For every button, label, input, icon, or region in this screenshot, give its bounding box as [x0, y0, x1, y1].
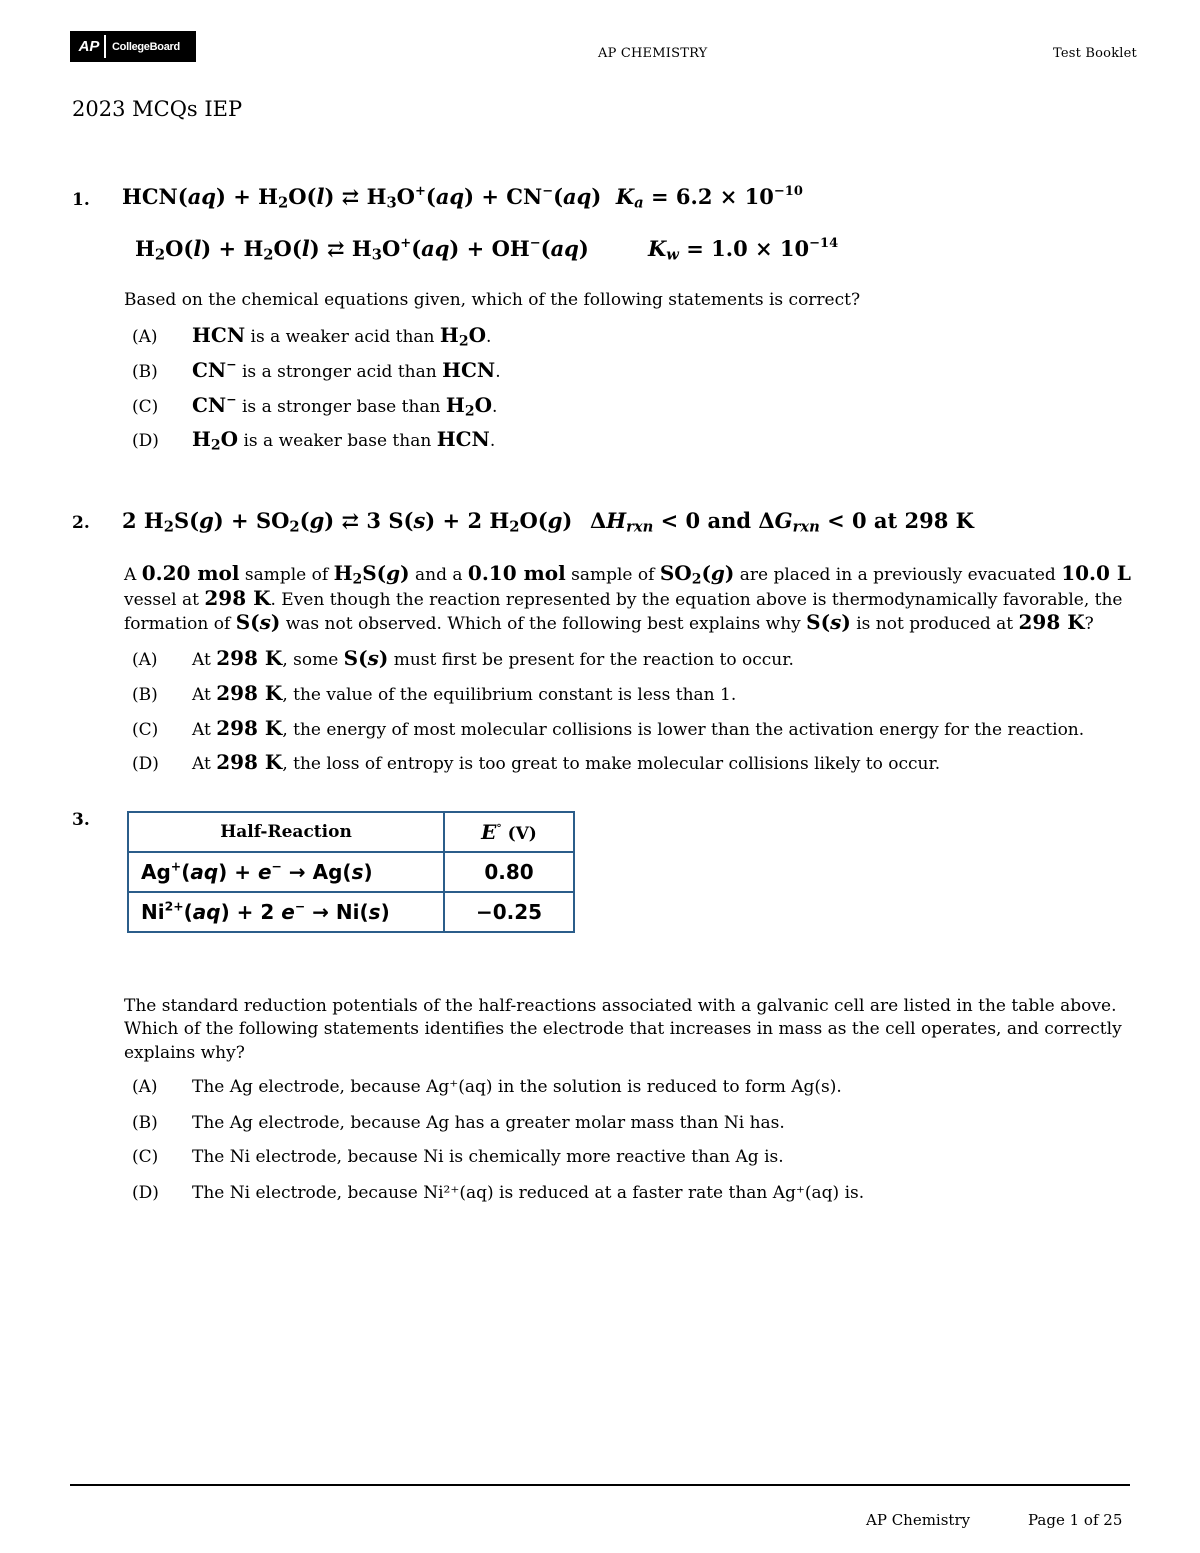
question-3-option-d[interactable]: (D) The Ni electrode, because Ni²⁺(aq) is reduced at a faster rate than Ag⁺(aq) is.	[132, 1183, 865, 1203]
ka-value: 6.2 × 10	[675, 184, 774, 209]
header-subject: AP CHEMISTRY	[598, 46, 708, 61]
ap-college-board-logo	[70, 31, 196, 62]
question-1-option-a[interactable]: (A) HCN is a weaker acid than $H_2O$.	[132, 323, 492, 350]
question-3-stem-line-2: Which of the following statements identifies the electrode that increases in mass as the cell operates, and correctly	[124, 1019, 1122, 1039]
question-2-stem-line-1: A 0.20 mol sample of $H_2S(g)$ and a 0.10 mol sample of $SO_2(g)$ are placed in a previously evacuated 10.0 L	[124, 561, 1131, 588]
potential-ag: 0.80	[444, 852, 574, 892]
question-3-option-a[interactable]: (A) The Ag electrode, because Ag⁺(aq) in the solution is reduced to form Ag(s).	[132, 1077, 842, 1097]
question-2-number: 2.	[72, 513, 90, 533]
half-reaction-table	[127, 811, 575, 933]
ka-exponent: −10	[773, 183, 803, 199]
logo-ap: AP	[74, 35, 106, 58]
question-3-option-b[interactable]: (B) The Ag electrode, because Ag has a greater molar mass than Ni has.	[132, 1113, 785, 1133]
header-booklet: Test Booklet	[1053, 46, 1137, 61]
question-3-stem-line-3: explains why?	[124, 1043, 245, 1063]
question-2-option-d[interactable]: (D) At 298 K, the loss of entropy is too great to make molecular collisions likely to occur.	[132, 750, 941, 774]
question-2-option-b[interactable]: (B) At 298 K, the value of the equilibrium constant is less than 1.	[132, 681, 737, 705]
question-1-stem: Based on the chemical equations given, which of the following statements is correct?	[124, 290, 861, 310]
half-reaction-ni: $Ni^{2+}(aq) + 2$ e− → Ni(s)	[128, 892, 444, 932]
question-2-conditions: $\Delta H_{rxn} < 0$ and $\Delta G_{rxn} < 0$ at 298 K	[590, 508, 974, 536]
question-1-option-b[interactable]: (B) CN− is a stronger acid than HCN.	[132, 356, 501, 382]
question-1-number: 1.	[72, 190, 90, 210]
question-3-option-c[interactable]: (C) The Ni electrode, because Ni is chemically more reactive than Ag is.	[132, 1147, 784, 1167]
question-2-equation: 2 $H_2S(g) + SO_2(g)$ ⇄ 3 S(s) + 2 $H_2O(g)$	[122, 508, 573, 536]
page-title: 2023 MCQs IEP	[72, 97, 243, 121]
footer-page-number: Page 1 of 25	[1028, 1511, 1123, 1529]
question-1-equation-2: $H_2O(l) + H_2O(l)$ ⇄ $H_3O^+(aq) + OH^-(aq)$	[135, 235, 589, 264]
kw-exponent: −14	[809, 235, 839, 251]
footer-divider	[70, 1484, 1130, 1486]
question-1-option-c[interactable]: (C) CN− is a stronger base than $H_2O$.	[132, 391, 498, 420]
question-1-equation-1: $HCN(aq) + H_2O(l)$ ⇄ $H_3O^+(aq) + CN^-(aq) K_a = 6.2 \times 10^{-10}$	[122, 183, 803, 212]
footer-subject: AP Chemistry	[866, 1511, 971, 1529]
question-3-number: 3.	[72, 810, 90, 830]
half-reaction-ag: Ag+(aq) + e− → Ag(s)	[128, 852, 444, 892]
question-3-stem-line-1: The standard reduction potentials of the half-reactions associated with a galvanic cell are listed in the table above.	[124, 996, 1117, 1016]
kw-value: 1.0 × 10	[711, 236, 810, 261]
table-header-half-reaction: Half-Reaction	[128, 812, 444, 852]
question-2-stem-line-3: formation of S(s) was not observed. Which of the following best explains why S(s) is not produced at 298 K?	[124, 610, 1094, 634]
question-2-option-c[interactable]: (C) At 298 K, the energy of most molecular collisions is lower than the activation energy for the reaction.	[132, 716, 1085, 740]
question-1-kw: $K_w = 1.0 \times 10^{-14}$	[648, 235, 839, 264]
table-header-potential: E° (V)	[444, 812, 574, 852]
logo-college-board: CollegeBoard	[112, 40, 180, 53]
potential-ni: −0.25	[444, 892, 574, 932]
question-2-stem-line-2: vessel at 298 K. Even though the reaction represented by the equation above is thermodynamically favorable, the	[124, 586, 1123, 610]
question-1-option-d[interactable]: (D) $H_2O$ is a weaker base than HCN.	[132, 427, 496, 454]
question-2-option-a[interactable]: (A) At 298 K, some S(s) must first be present for the reaction to occur.	[132, 646, 794, 670]
table-row	[128, 852, 574, 892]
table-row	[128, 892, 574, 932]
